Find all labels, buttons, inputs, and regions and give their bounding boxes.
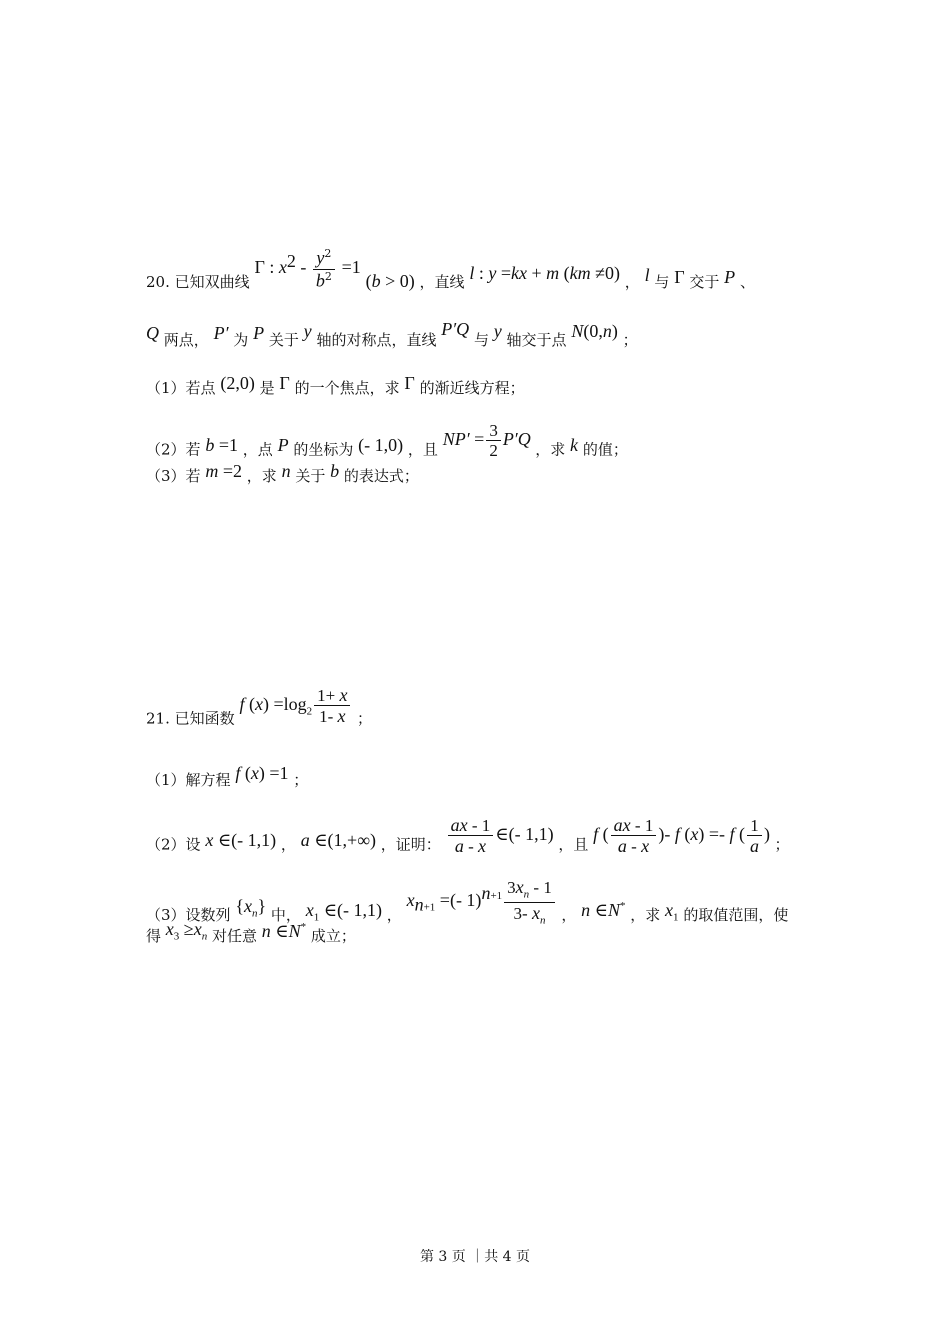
- q21-part3: （3）设数列 $\{x_n\}$ 中， $x_1$ ∈(- 1,1) ， $x_{n+1}$ =(- 1)$^{n+1}$ $\frac{3x_n - 1}{3- x_n}$ ， n ∈N* ，求 $x_1$ 的取值范围，使: [146, 877, 789, 927]
- q20-part3-text-b: 关于: [295, 467, 326, 485]
- q20-is: 为: [233, 331, 249, 349]
- q20-part1-label: （1）若点: [146, 379, 216, 397]
- q20-part1: （1）若点 (2,0) 是 Γ 的一个焦点，求 Γ 的渐近线方程；: [146, 373, 525, 397]
- q20-part3-text-a: ，求: [246, 467, 277, 485]
- q20-part2-text-c: ，且: [407, 440, 438, 459]
- q21-part2-text-c: ，且: [558, 835, 589, 854]
- q21-part2-end: ；: [774, 835, 790, 854]
- q20-with: 与: [473, 331, 489, 349]
- q21-intro: 已知函数: [174, 709, 235, 728]
- q20-line-formula: l : y =kx + m (km ≠0): [469, 263, 621, 284]
- q21-identity: f ( $\frac{ax - 1}{a - x}$ )- f (x) =- f ( $\frac{1}{a}$ ): [593, 815, 775, 856]
- q20-part2-text-a: ，点: [242, 440, 273, 459]
- q21-part1-end: ；: [293, 771, 309, 789]
- q20-intro: 已知双曲线: [174, 273, 250, 292]
- q20-part3-text-c: 的表达式；: [343, 467, 419, 485]
- q20-part1-text-a: 是: [259, 379, 275, 397]
- q20-part3-label: （3）若: [146, 467, 201, 485]
- q20-intersect-at: 交于: [689, 273, 720, 292]
- q20-comma-line: ，直线: [419, 273, 465, 292]
- q21-part3-text-a: 中，: [270, 906, 301, 925]
- q20-part2: （2）若 b =1 ，点 P 的坐标为 (- 1,0) ，且 NP′ = $\frac{3}{2}$ P′Q ，求 k 的值；: [146, 421, 628, 460]
- q20-semicolon: ；: [622, 331, 638, 349]
- q20-y-axis-sym: 轴的对称点，直线: [316, 331, 437, 349]
- q21-part2-text-b: ，证明：: [380, 835, 441, 854]
- q21-function-formula: f $(x) =\log_2$ $\frac{1+ x}{1- x}$: [239, 694, 357, 714]
- q21-recurrence: $x_{n+1}$ =(- 1)$^{n+1}$ $\frac{3x_n - 1}{3- x_n}$: [407, 890, 562, 910]
- q21-part1: （1）解方程 f (x) =1 ；: [146, 763, 309, 789]
- q21-semicolon: ；: [356, 709, 372, 728]
- q21-part3-text-c: ，: [561, 906, 577, 925]
- q20-part2-text-b: 的坐标为: [293, 440, 354, 459]
- q20-about: 关于: [268, 331, 299, 349]
- q21-part3-text-b: ，: [386, 906, 402, 925]
- q21-part3-line2-c: 成立；: [310, 927, 356, 945]
- q20-sep: 、: [739, 273, 755, 292]
- q20-part3: （3）若 m =2 ，求 n 关于 b 的表达式；: [146, 461, 419, 485]
- q21-part1-label: （1）解方程: [146, 771, 231, 789]
- q20-part2-text-e: 的值；: [582, 440, 628, 459]
- q20-y-axis-meet: 轴交于点: [506, 331, 567, 349]
- page-footer: 第 3 页 ｜共 4 页: [419, 1249, 531, 1265]
- q20-line2: Q 两点， P′ 为 P 关于 y 轴的对称点，直线 P′Q 与 y 轴交于点 N(0,n) ；: [146, 319, 638, 349]
- q21-part2-label: （2）设: [146, 835, 201, 854]
- q21-line1: [146, 685, 372, 739]
- q21-part3-line2-b: 对任意: [211, 927, 257, 945]
- q21-part3-label: （3）设数列: [146, 906, 231, 925]
- q20-part1-text-c: 的渐近线方程；: [419, 379, 525, 397]
- q20-b-condition: (b > 0): [365, 271, 415, 292]
- q21-part3-text-d: ，求: [630, 906, 661, 925]
- q20-l-symbol: l: [644, 265, 650, 286]
- q20-two-points: 两点，: [163, 331, 209, 349]
- q20-l-and-gamma: 与: [654, 273, 670, 292]
- q21-number: 21.: [146, 709, 170, 728]
- q21-part3-text-e: 的取值范围，使: [683, 906, 789, 925]
- q20-hyperbola-formula: Γ : $x^2$ - $\frac{y^2}{b^2}$ =1: [254, 247, 361, 291]
- q21-part3-line2-a: 得: [146, 927, 162, 945]
- q20-part1-text-b: 的一个焦点，求: [294, 379, 400, 397]
- q20-part2-text-d: ，求: [535, 440, 566, 459]
- q21-part3-line2: 得 $x_3 \ge x_n$ 对任意 n ∈N* 成立；: [146, 919, 356, 945]
- q20-vector-equation: NP′ = $\frac{3}{2}$ P′Q: [442, 421, 531, 460]
- q20-number: 20.: [146, 273, 170, 292]
- q21-part2: （2）设 x ∈(- 1,1) ， a ∈(1,+∞) ，证明： $\frac{ax - 1}{a - x}$ ∈(- 1,1) ，且 f ( $\frac{ax - 1}{a - x}$ )- f (x) =- f ( $\frac{1}{a}$ ) ；: [146, 815, 790, 856]
- q21-part2-text-a: ，: [280, 835, 296, 854]
- q20-line1: 20. 已知双曲线 Γ : $x^2$ - $\frac{y^2}{b^2}$ =1 (b > 0) ，直线 l : y =kx + m (km ≠0) ， l 与 Γ 交于 P 、: [146, 247, 755, 292]
- q20-part2-label: （2）若: [146, 440, 201, 459]
